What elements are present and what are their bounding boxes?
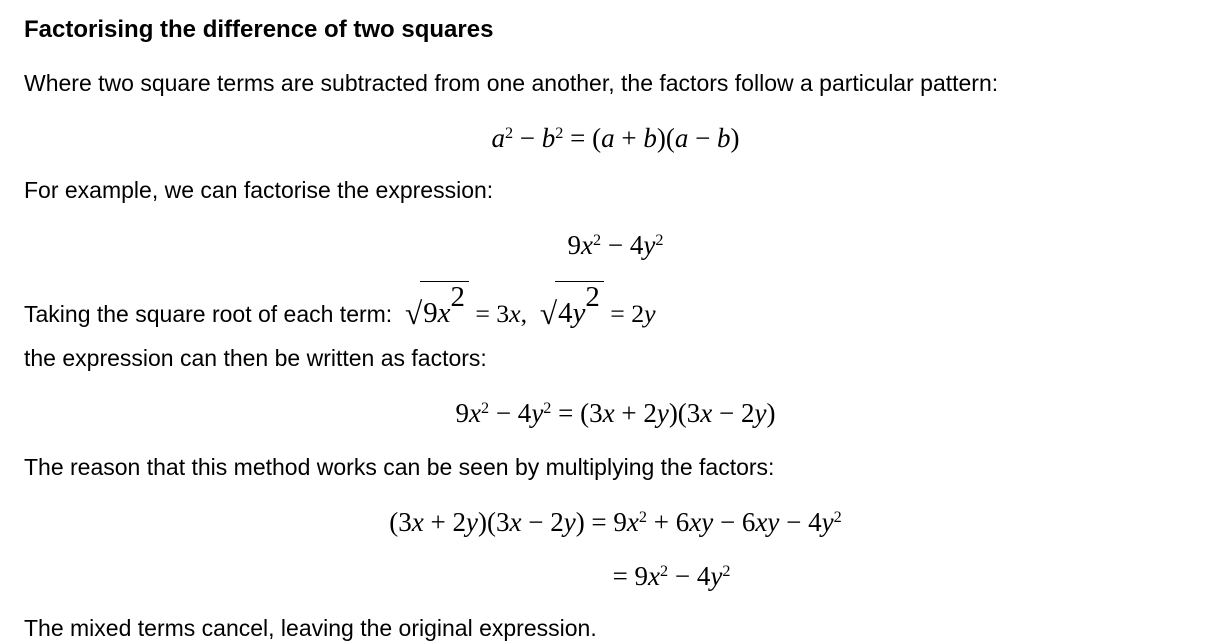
math-token: y [572, 296, 586, 329]
math-token: a [601, 122, 615, 153]
page-title: Factorising the difference of two squares [24, 16, 494, 43]
math-token: x [602, 397, 615, 428]
equation-example-expression [24, 220, 1207, 265]
paragraph-example-lead: For example, we can factorise the expression: [24, 176, 494, 203]
equation-difference-of-squares-identity [24, 113, 1207, 158]
math-token: y [466, 506, 478, 537]
math-token: 2 [833, 507, 842, 526]
math-token: y [644, 298, 656, 328]
math-token: + [614, 122, 644, 153]
radical-sign: √ [404, 295, 423, 331]
math-token: )(3 [668, 397, 701, 428]
math-token: (3 [389, 506, 412, 537]
radicand [555, 281, 604, 328]
math-token: 2 [593, 230, 602, 249]
equation-expansion-line2 [80, 551, 1231, 596]
math-token: 9 [455, 397, 469, 428]
math-token: = ( [563, 122, 602, 153]
math-token: ) [766, 397, 776, 428]
math-token: − 2 [712, 397, 755, 428]
math-token: )( [656, 122, 675, 153]
square-root-radical [404, 280, 469, 331]
math-token: 2 [660, 562, 669, 581]
math-token: x [411, 506, 424, 537]
math-token: 9 [567, 229, 582, 260]
math-token: a [491, 122, 505, 153]
math-token: + 2 [614, 397, 657, 428]
math-token: 2 [480, 398, 490, 417]
math-token: x [469, 397, 481, 428]
math-token: a [674, 122, 689, 153]
math-token: 2 [722, 562, 731, 581]
math-token: − 4 [601, 229, 644, 260]
math-token: x [581, 229, 594, 260]
math-token: 2 [555, 124, 564, 142]
math-token: b [643, 122, 657, 153]
math-token: y [563, 506, 576, 537]
math-token: − 4 [668, 561, 711, 592]
math-token: − 4 [779, 506, 822, 537]
math-token: = 3 [468, 298, 510, 328]
math-token: + 2 [423, 506, 467, 537]
math-token: b [541, 122, 556, 153]
math-token: − [513, 122, 542, 153]
math-token: = 9 [612, 561, 649, 592]
equation-factored-form [24, 388, 1207, 433]
math-token: x [509, 298, 521, 328]
math-token: 2 [655, 230, 664, 249]
math-token: , [520, 298, 540, 328]
paragraph-intro: Where two square terms are subtracted from one another, the factors follow a particular pattern: [24, 70, 999, 96]
math-token: 2 [585, 280, 600, 313]
math-token: x [437, 296, 451, 329]
math-token: 2 [543, 398, 552, 417]
math-token: Taking the square root of each term: [24, 300, 405, 327]
math-token: y [821, 506, 834, 537]
math-token: − 4 [489, 397, 532, 428]
math-token: x [648, 561, 661, 592]
math-token: xy [755, 506, 780, 537]
radicand [420, 281, 469, 328]
math-token: x [700, 397, 713, 428]
math-token: )(3 [478, 506, 510, 537]
math-token: 2 [450, 280, 465, 313]
math-token: y [754, 397, 767, 428]
math-token: − 6 [713, 506, 756, 537]
math-token: xy [689, 506, 714, 537]
paragraph-square-roots [24, 280, 1207, 331]
math-token: 4 [558, 296, 573, 329]
math-token: − [688, 122, 718, 153]
math-token: y [656, 397, 669, 428]
math-token: 2 [504, 124, 514, 142]
math-token: ) [730, 122, 740, 153]
equation-expansion-line1 [24, 497, 1207, 542]
math-token: y [643, 229, 656, 260]
math-token: 2 [638, 507, 647, 526]
math-token: x [626, 506, 639, 537]
math-token: b [717, 122, 731, 153]
math-token: y [710, 561, 723, 592]
math-token: y [531, 397, 544, 428]
radical-sign: √ [539, 295, 558, 331]
paragraph-conclusion: The mixed terms cancel, leaving the original expression. [24, 615, 597, 642]
square-root-radical [539, 280, 604, 331]
math-token: = 2 [603, 298, 645, 328]
math-token: x [509, 506, 522, 537]
math-token: − 2 [521, 506, 564, 537]
math-token: ) = 9 [575, 506, 627, 537]
math-token: = (3 [551, 397, 603, 428]
math-token: + 6 [646, 506, 690, 537]
paragraph-factors-lead: the expression can then be written as factors: [24, 344, 487, 371]
paragraph-reason-lead: The reason that this method works can be seen by multiplying the factors: [24, 453, 775, 480]
math-token: 9 [423, 296, 438, 329]
